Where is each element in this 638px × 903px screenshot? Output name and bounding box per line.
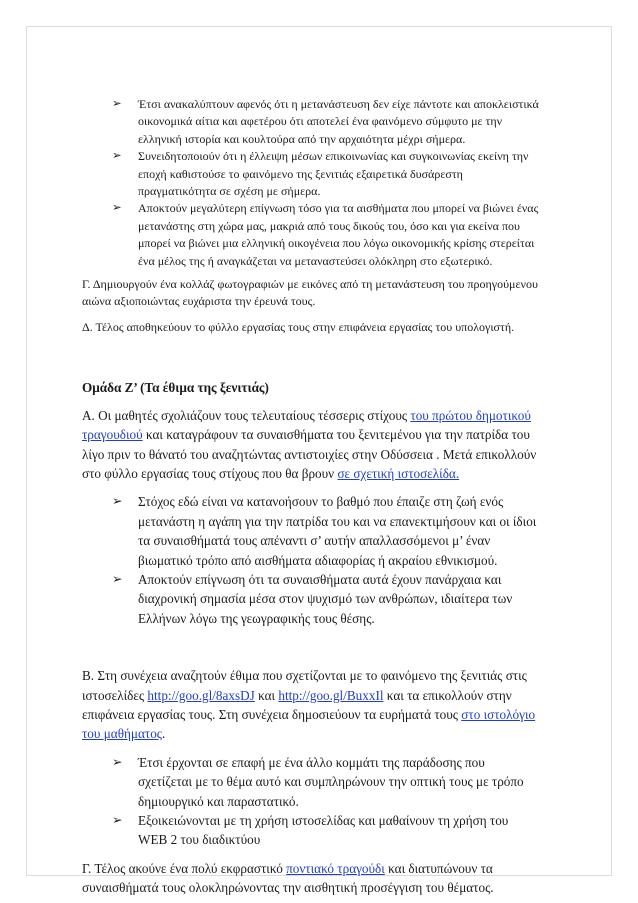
- paragraph-d: Δ. Τέλος αποθηκεύουν το φύλλο εργασίας τους στην επιφάνεια εργασίας του υπολογιστή.: [82, 319, 515, 334]
- paragraph-text: Α. Οι μαθητές σχολιάζουν τους τελευταίους τέσσερις στίχους: [82, 407, 411, 423]
- pontic-song-link[interactable]: ποντιακό τραγούδι: [286, 860, 385, 876]
- paragraph-a: [82, 406, 540, 484]
- bullet-text: Αποκτούν επίγνωση ότι τα συναισθήματα αυτά έχουν πανάρχαια και διαχρονική σημασία μέσα στον ψυχισμό των ανθρώπων, ιδιαίτερα των Ελλήνων λόγω της γεωγραφικής τους θέσης.: [138, 571, 513, 626]
- bullet-list-top: [82, 96, 540, 270]
- bullet-text: Εξοικειώνονται με τη χρήση ιστοσελίδας και μαθαίνουν τη χρήση του WEB 2 του διαδικτύου: [138, 813, 509, 848]
- list-item: [82, 753, 540, 811]
- arrow-bullet-icon: ➢: [112, 754, 123, 769]
- bullet-list-a: [82, 492, 540, 628]
- class-blog-link[interactable]: στο ιστολόγιο του μαθήματος: [82, 706, 536, 742]
- customs-site-link-2[interactable]: http://goo.gl/BuxxIl: [278, 687, 384, 703]
- bullet-text: Συνειδητοποιούν ότι η έλλειψη μέσων επικοινωνίας και συγκοινωνίας εκείνη την εποχή καθιστούσε το φαινόμενο της ξενιτιάς εξαιρετικά δυσάρεστη πραγματικότητα σε σχέση με σήμερα.: [138, 149, 529, 199]
- list-item: [82, 148, 540, 200]
- paragraph-b: [82, 666, 540, 744]
- bullet-text: Έτσι έρχονται σε επαφή με ένα άλλο κομμάτι της παράδοσης που σχετίζεται με το θέμα αυτό και συμπληρώνουν την οπτική τους με τρόπο δημιουργικό και παραστατικό.: [138, 754, 524, 809]
- list-item: [82, 811, 540, 850]
- paragraph-text: Γ. Τέλος ακούνε ένα πολύ εκφραστικό: [82, 860, 287, 876]
- document-body: [82, 96, 540, 898]
- paragraph-g: Γ. Δημιουργούν ένα κολλάζ φωτογραφιών με εικόνες από τη μετανάστευση του προηγούμενου αιώνα αξιοποιώντας ευχάριστα την έρευνά τους.: [82, 277, 538, 309]
- arrow-bullet-icon: ➢: [112, 98, 122, 110]
- list-item: [82, 96, 540, 148]
- bullet-text: Αποκτούν μεγαλύτερη επίγνωση τόσο για τα αισθήματα που μπορεί να βιώνει ένας μετανάστης στη χώρα μας, μακριά από τους δικούς του, όσο και για εκείνα που μπορεί να βιώνει μια ελληνική οικογένεια που λόγω οικονομικής κρίσης στερείται ένα μέλος της ή αναγκάζεται να μεταναστεύσει ολόκληρη στο εξωτερικό.: [138, 201, 539, 268]
- list-item: [82, 570, 540, 628]
- arrow-bullet-icon: ➢: [112, 150, 122, 163]
- list-item: [82, 492, 540, 570]
- related-site-link[interactable]: σε σχετική ιστοσελίδα.: [337, 465, 460, 481]
- paragraph-text: .: [162, 726, 166, 742]
- paragraph-g-final: [82, 859, 540, 898]
- customs-site-link-1[interactable]: http://goo.gl/8axsDJ: [147, 687, 255, 703]
- paragraph-text: Β. Στη συνέχεια αναζητούν έθιμα που σχετίζονται με το φαινόμενο της ξενιτιάς στις ιστοσελίδες: [82, 668, 527, 703]
- section-heading: Ομάδα Ζ’ (Τα έθιμα της ξενιτιάς): [82, 380, 269, 396]
- paragraph-text: και τα επικολλούν στην επιφάνεια εργασίας τους. Στη συνέχεια δημοσιεύουν τα ευρήματά τους: [82, 687, 512, 722]
- arrow-bullet-icon: ➢: [112, 571, 123, 586]
- bullet-list-b: [82, 753, 540, 850]
- bullet-text: Στόχος εδώ είναι να κατανοήσουν το βαθμό που έπαιζε στη ζωή ενός μετανάστη η αγάπη για την πατρίδα του και να επανεκτιμήσουν και οι ίδιοι τα συναισθήματά τους απέναντι σ’ αυτήν απαλλασσόμενοι μ’ έναν βιωματικό τρόπο από αισθήματα αδιαφορίας ή ακραίου εθνικισμού.: [138, 494, 537, 568]
- paragraph-text: και καταγράφουν τα συναισθήματα του ξενιτεμένου για την πατρίδα του λίγο πριν το θάνατό του αναζητώντας αντιστοιχίες στην Οδύσσεια . Μετά επικολλούν στο φύλλο εργασίας τους στίχους που θα βρουν: [82, 427, 537, 481]
- paragraph-text: και διατυπώνουν τα συναισθήματά τους ολοκληρώνοντας την αισθητική προσέγγιση του θέματος.: [82, 860, 494, 896]
- folk-song-link[interactable]: του πρώτου δημοτικού τραγουδιού: [82, 407, 531, 443]
- arrow-bullet-icon: ➢: [112, 813, 123, 827]
- arrow-bullet-icon: ➢: [112, 494, 123, 509]
- bullet-text: Έτσι ανακαλύπτουν αφενός ότι η μετανάστευση δεν είχε πάντοτε και αποκλειστικά οικονομικά αίτια και αφετέρου ότι αποτελεί ένα φαινόμενο σύμφυτο με την ελληνική ιστορία και κουλτούρα από την αρχαιότητα μέχρι σήμερα.: [138, 97, 539, 146]
- paragraph-text: και: [254, 687, 279, 703]
- arrow-bullet-icon: ➢: [112, 202, 122, 215]
- list-item: [82, 200, 540, 270]
